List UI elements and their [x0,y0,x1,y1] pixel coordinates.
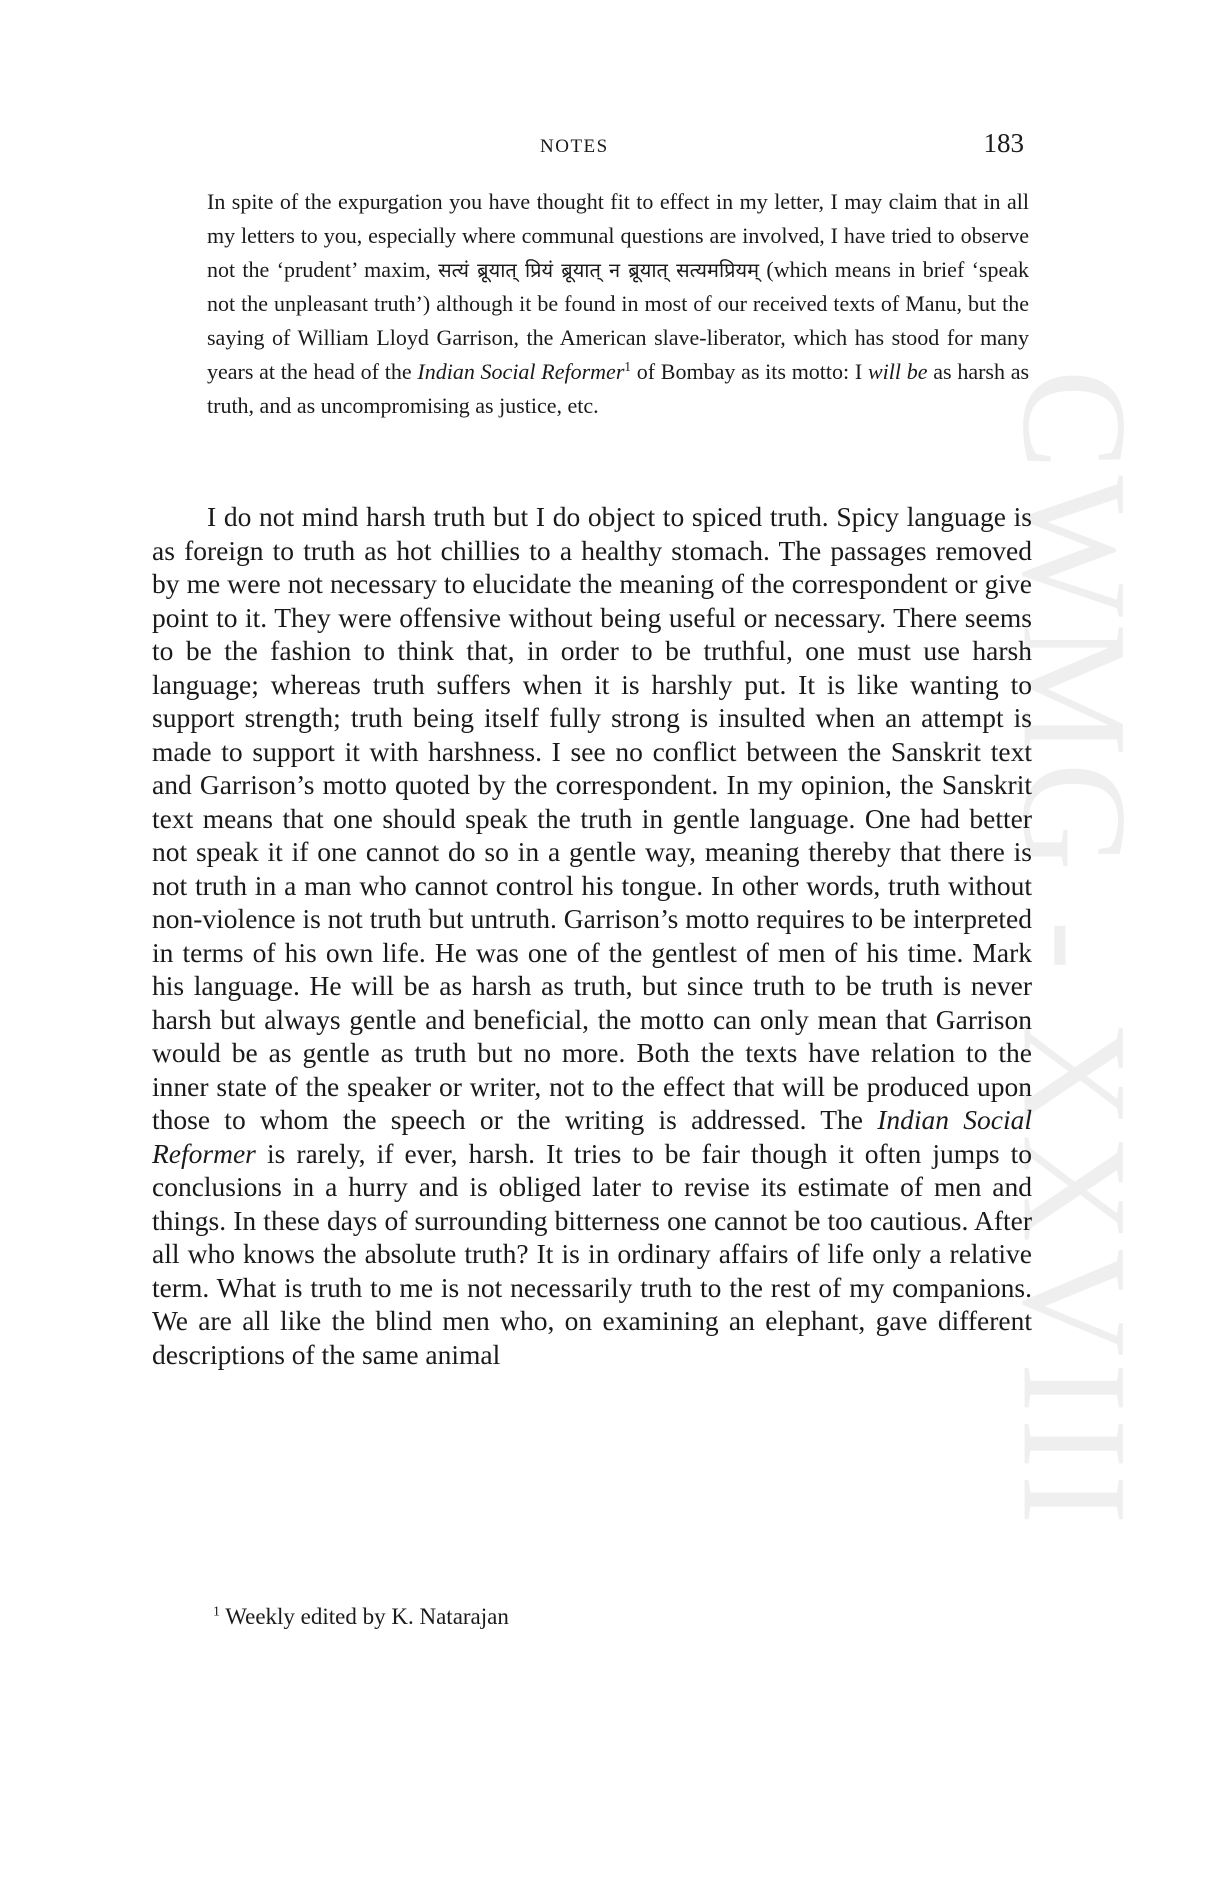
footnote-number: 1 [213,1603,220,1619]
quoted-letter [207,185,1029,423]
footnote-reference: 1 [624,359,631,375]
running-header: NOTES [540,136,609,157]
quote-text-4: as harsh as truth, and as uncompromising as justice, etc. [207,359,1030,418]
sanskrit-maxim: सत्यं ब्रूयात् प्रियं ब्रूयात् न ब्रूयात् सत्यमप्रियम् [438,258,760,282]
page-number: 183 [983,128,1024,158]
body-text-2: is rarely, if ever, harsh. It tries to be fair though it often jumps to conclusions in a hurry and is obliged later to revise its estimate of men and things. In these days of surrounding bitterness one cannot be too cautious. After all who knows the absolute truth? It is in ordinary affairs of life only a relative term. What is truth to me is not necessarily truth to the rest of my companions. We are all like the blind men who, on examining an elephant, gave different descriptions of the same animal [152,1137,1032,1370]
quote-text-1: In spite of the expurgation you have thought fit to effect in my letter, I may claim that in all my letters to you, especially where communal questions are involved, I have tried to observe not the ‘prudent’ maxim, [207,189,1029,282]
emphasis: will be [867,359,928,384]
journal-name: Indian Social Reformer [417,359,625,384]
reply-paragraph [152,500,1032,1371]
footnote-text: Weekly edited by K. Natarajan [225,1604,509,1629]
quote-text-3: of Bombay as its motto: I [636,359,863,384]
journal-name-body: Indian Social Reformer [152,1104,1032,1169]
body-text-1: I do not mind harsh truth but I do object to spiced truth. Spicy language is as foreign to truth as hot chillies to a healthy stomach. The passages removed by me were not necessary to elucidate the meaning of the correspondent or give point to it. They were offensive without being useful or necessary. There seems to be the fashion to think that, in order to be truthful, one must use harsh language; whereas truth suffers when it is harshly put. It is like wanting to support strength; truth being itself fully strong is insulted when an attempt is made to support it with harshness. I see no conflict between the Sanskrit text and Garrison’s motto quoted by the correspondent. In my opinion, the Sanskrit text means that one should speak the truth in gentle language. One had better not speak it if one cannot do so in a gentle way, meaning thereby that there is not truth in a man who cannot control his tongue. In other words, truth without non-violence is not truth but untruth. Garrison’s motto requires to be interpreted in terms of his own life. He was one of the gentlest of men of his time. Mark his language. He will be as harsh as truth, but since truth to be truth is never harsh but always gentle and beneficial, the motto can only mean that Garrison would be as gentle as truth but no more. Both the texts have relation to the inner state of the speaker or writer, not to the effect that will be produced upon those to whom the speech or the writing is addressed. The [152,501,1032,1135]
footnote [213,1604,509,1630]
quote-text-2: (which means in brief ‘speak not the unpleasant truth’) although it be found in most of our received texts of Manu, but the saying of William Lloyd Garrison, the American slave-liberator, which has stood for many years at the head of the [207,257,1029,384]
watermark-text: CWMG - XXVIII [992,369,1159,1531]
